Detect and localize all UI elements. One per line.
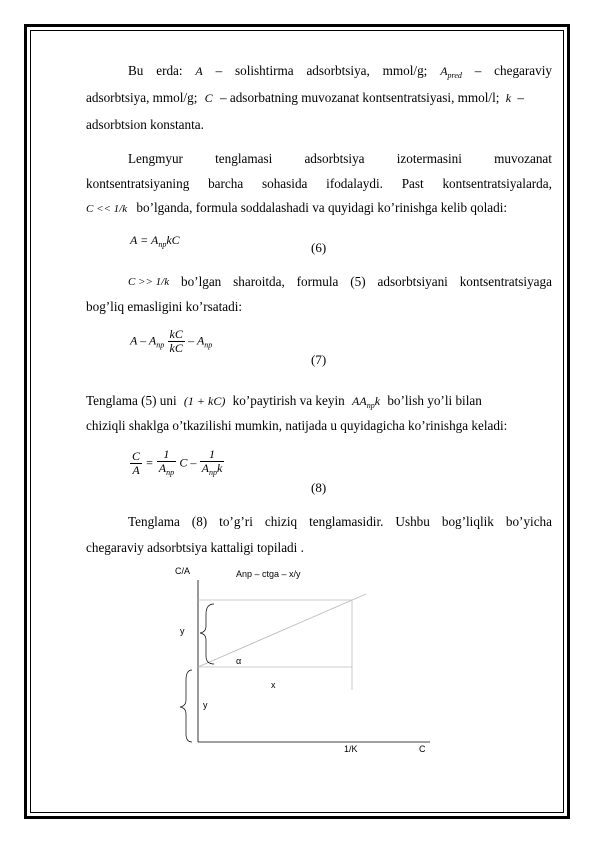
para5-line2: chegaraviy adsorbtsiya kattaligi topiladi . [86,540,304,555]
eq8-f2-den: A [158,461,167,475]
text: – [517,90,524,105]
eq7-frac-num: kC [169,327,183,341]
eq8-f3-den: A [201,461,210,475]
word: adsorbtsiya, [306,63,370,78]
word: kontsentratsiyalarda, [442,176,552,191]
lower-brace [180,670,192,742]
eq7-rhs-sub: np [204,340,213,350]
word: Bu [128,63,144,78]
upper-brace [200,604,214,664]
label-alpha: α [236,656,242,666]
word: kontsentratsiyaga [459,274,552,289]
symbol-A: A [195,64,203,78]
eq8-f2-den-sub: np [166,468,175,477]
symbol-C: C [204,91,213,105]
eq8-f2-num: 1 [157,448,176,462]
symbol-k: k [505,91,512,105]
word: bo’lgan [180,274,222,289]
factor-AAk-sub: np [366,401,375,410]
word: Tenglama [128,514,180,529]
word: Lengmyur [128,151,183,166]
factor-AAk-base: AA [352,394,367,408]
eq6-sub: np [158,240,167,249]
word: solishtirma [235,63,294,78]
eq7-lhs: A – A [130,333,157,348]
word: (5) [350,274,366,289]
word: barcha [208,176,244,191]
word: ifodalaydi. [326,176,383,191]
para4-line2: chiziqli shaklga o’tkazilishi mumkin, natijada u quyidagicha ko’rinishga keladi: [86,418,508,433]
word: Past [401,176,424,191]
word: chegaraviy [494,63,552,78]
eq8-equals: = [145,455,154,470]
condition-low: C << 1/k [86,203,128,215]
word: tenglamasi [215,151,273,166]
x-axis-label: C [419,744,426,754]
label-y-lower: y [203,700,208,710]
eq8-f1-num: C [132,449,141,463]
eq6-rhs: kC [166,233,180,247]
symbol-A-pred-sub: pred [447,71,462,80]
word: bo’yicha [505,514,552,529]
text: – adsorbatning muvozanat kontsentratsiyasi, mmol/l; [219,90,500,105]
symbol-A-pred-base: A [440,64,448,78]
label-x: x [271,680,276,690]
y-axis-label: C/A [175,566,191,576]
equation-number-8: (8) [311,480,327,495]
eq8-f1-den: A [132,463,140,477]
equation-number-6: (6) [311,240,327,255]
para1-line3: adsorbtsion konstanta. [86,117,204,132]
word: tenglamasidir. [309,514,384,529]
formula-label: Anp – ctga – x/y [236,569,301,579]
eq8-f3-num: 1 [200,448,225,462]
eq7-frac-den: kC [169,341,183,355]
eq8-f3-den-sub: np [209,468,218,477]
x-tick-label: 1/K [344,744,358,754]
text: Tenglama (5) uni [86,393,177,408]
word: sohasida [261,176,308,191]
word: adsorbtsiyani [377,274,448,289]
word: erda: [156,63,183,78]
label-y-upper: y [180,626,185,636]
word: mmol/g; [382,63,428,78]
word: – [215,63,223,78]
text: bo’lish yo’li bilan [387,393,482,408]
eq8-f3-den-k: k [217,461,223,475]
eq7-sub: np [156,340,165,350]
word: bog’liqlik [441,514,494,529]
word: izotermasini [396,151,462,166]
factor-1-plus-kC: (1 + kC) [183,394,226,408]
word: chiziq [264,514,298,529]
para3-line2: bog’liq emasligini ko’rsatadi: [86,299,243,314]
word: adsorbtsiya [304,151,365,166]
word: Ushbu [395,514,430,529]
text: adsorbtsiya, mmol/g; [86,90,198,105]
word: to’g’ri [219,514,253,529]
eq7-rhs: – A [188,333,205,348]
word: muvozanat [494,151,552,166]
factor-AAk-k: k [374,394,381,408]
word: formula [296,274,339,289]
text: bo’lganda, formula soddalashadi va quyidagi ko’rinishga kelib qoladi: [136,200,508,215]
eq8-mid: C – [179,455,197,470]
text: ko’paytirish va keyin [232,393,345,408]
word: sharoitda, [233,274,285,289]
word: kontsentratsiyaning [86,176,190,191]
condition-high: C >> 1/k [128,276,170,288]
linear-fit-line [198,594,366,667]
word: (8) [191,514,208,529]
equation-number-7: (7) [311,352,327,367]
word: – [474,63,482,78]
eq6-lhs: A = A [130,233,159,247]
